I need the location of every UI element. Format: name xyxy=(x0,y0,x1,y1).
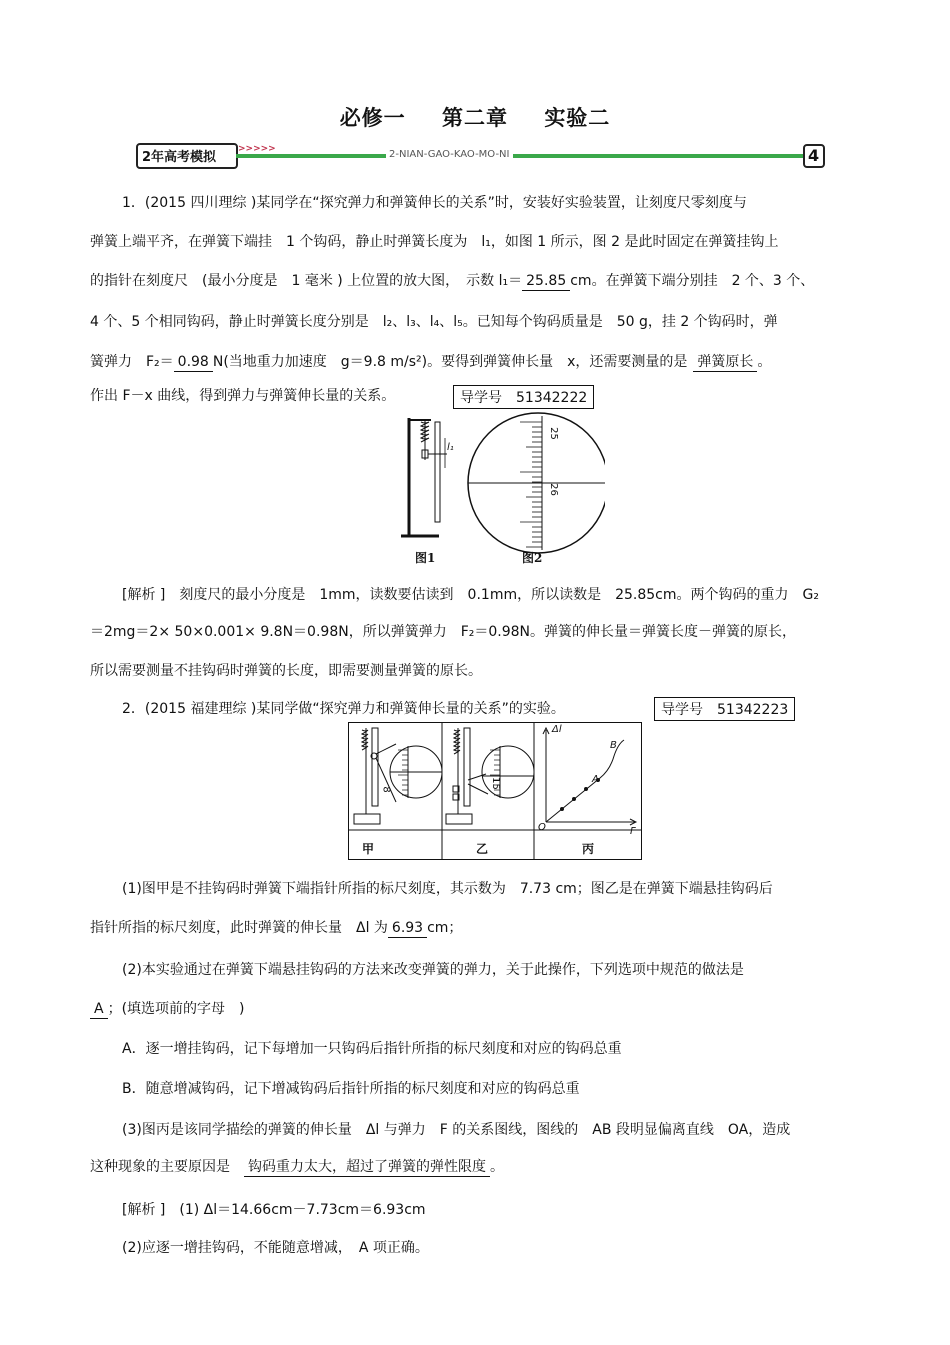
q2-p3-line-2-a: 这种现象的主要原因是 xyxy=(90,1159,230,1175)
fig-bing-origin: O xyxy=(538,822,546,833)
q1-figures xyxy=(395,408,605,568)
q2-p1-line-2-a: 指针所指的标尺刻度，此时弹簧的伸长量 Δl 为 xyxy=(90,920,388,936)
fig-jia-caption: 甲 xyxy=(362,842,375,856)
q1-line-3-a: 的指针在刻度尺 (最小分度是 1 毫米 ) 上位置的放大图， 示数 l₁＝ xyxy=(90,273,523,289)
banner-label: 2年高考模拟 xyxy=(142,150,217,165)
fig-bing-axis-x: F xyxy=(630,826,636,837)
q1-figure-svg xyxy=(395,408,605,568)
fig1-caption: 图1 xyxy=(415,551,436,565)
fig1-l1-label: l₁ xyxy=(447,442,454,453)
q2-p1-line-2-c: cm； xyxy=(427,920,463,936)
q1-line-2: 弹簧上端平齐，在弹簧下端挂 1 个钩码，静止时弹簧长度为 l₁，如图 1 所示，图 2 是此时固定在弹簧挂钩上 xyxy=(90,234,779,250)
fig-bing-graph xyxy=(543,728,636,825)
q1-line-6: 作出 F－x 曲线，得到弹力与弹簧伸长量的关系。 xyxy=(90,388,396,404)
q2-option-a: A．逐一增挂钩码，记下每增加一只钩码后指针所指的标尺刻度和对应的钩码总重 xyxy=(122,1041,622,1057)
fig-jia-apparatus xyxy=(354,728,442,824)
q2-p1-line-2 xyxy=(90,918,462,938)
q2-answer-dl: 6.93 xyxy=(388,920,427,938)
fig-yi-apparatus xyxy=(446,728,534,824)
q2-p1-line-1: (1)图甲是不挂钩码时弹簧下端指针所指的标尺刻度，其示数为 7.73 cm；图乙是在弹簧下端悬挂钩码后 xyxy=(122,881,773,897)
fig1-stand xyxy=(401,418,447,536)
graph-data-point xyxy=(584,787,588,791)
fig-jia-tick-8: 8 xyxy=(380,786,392,793)
banner-pinyin: 2-NIAN-GAO-KAO-MO-NI xyxy=(386,149,513,160)
a2-line-2: (2)应逐一增挂钩码，不能随意增减， A 项正确。 xyxy=(122,1240,429,1256)
q1-line-3-b: cm。在弹簧下端分别挂 2 个、3 个、 xyxy=(570,273,815,289)
banner-number: 4 xyxy=(808,146,820,165)
title-part-1: 必修一 xyxy=(339,105,406,130)
graph-data-point xyxy=(560,807,564,811)
fig-bing-point-b: B xyxy=(610,740,617,751)
fig-bing-axis-y: Δl xyxy=(552,724,562,735)
q1-answer-original-length: 弹簧原长 xyxy=(693,354,757,372)
q1-line-3 xyxy=(90,271,814,291)
q1-line-4: 4 个、5 个相同钩码，静止时弹簧长度分别是 l₂、l₃、l₄、l₅。已知每个钩码质量是 50 g，挂 2 个钩码时，弹 xyxy=(90,314,778,330)
section-banner xyxy=(136,140,826,172)
q2-p3-line-2-c: 。 xyxy=(490,1159,504,1175)
graph-data-point xyxy=(572,797,576,801)
a1-line-3: 所以需要测量不挂钩码时弹簧的长度，即需要测量弹簧的原长。 xyxy=(90,663,482,679)
fig-yi-caption: 乙 xyxy=(476,842,489,856)
banner-arrows: >>>>> xyxy=(238,144,276,154)
q1-line-5-b: N(当地重力加速度 g＝9.8 m/s²)。要得到弹簧伸长量 x，还需要测量的是 xyxy=(212,354,688,370)
a1-line-1: [解析 ] 刻度尺的最小分度是 1mm，读数要估读到 0.1mm，所以读数是 25.85cm。两个钩码的重力 G₂ xyxy=(122,587,819,603)
fig-bing-caption: 丙 xyxy=(582,842,595,856)
q2-option-b: B．随意增减钩码，记下增减钩码后指针所指的标尺刻度和对应的钩码总重 xyxy=(122,1081,580,1097)
q2-line-1: 2．(2015 福建理综 )某同学做“探究弹力和弹簧伸长量的关系”的实验。 xyxy=(122,701,565,717)
fig2-tick-25: 25 xyxy=(547,427,559,440)
q2-p3-line-1: (3)图丙是该同学描绘的弹簧的伸长量 Δl 与弹力 F 的关系图线，图线的 AB 段明显偏离直线 OA，造成 xyxy=(122,1122,791,1138)
q1-line-5-c: 。 xyxy=(757,354,772,370)
q2-guide-number: 导学号 51342223 xyxy=(654,697,795,721)
q1-answer-f2: 0.98 xyxy=(174,354,213,372)
q2-answer-reason: 钩码重力太大，超过了弹簧的弹性限度 xyxy=(244,1159,490,1177)
q2-p2-line-1: (2)本实验通过在弹簧下端悬挂钩码的方法来改变弹簧的弹力，关于此操作，下列选项中规范的做法是 xyxy=(122,962,744,978)
a2-line-1: [解析 ] (1) Δl＝14.66cm－7.73cm＝6.93cm xyxy=(122,1202,426,1218)
q2-p2-line-2 xyxy=(90,999,245,1019)
page-title xyxy=(0,102,950,132)
q2-answer-option: A xyxy=(90,1001,108,1019)
q2-figures xyxy=(348,722,642,860)
fig-yi-tick-15: 15 xyxy=(489,777,501,790)
q1-line-5 xyxy=(90,352,771,372)
fig-bing-point-a: A xyxy=(592,774,599,785)
title-part-3: 实验二 xyxy=(544,105,611,130)
title-part-2: 第二章 xyxy=(442,105,508,130)
q1-line-5-a: 簧弹力 F₂＝ xyxy=(90,354,174,370)
fig2-tick-26: 26 xyxy=(547,483,559,496)
fig2-caption: 图2 xyxy=(522,551,543,565)
q2-p2-line-2-b: ；(填选项前的字母 ) xyxy=(107,1001,245,1017)
a1-line-2: ＝2mg＝2× 50×0.001× 9.8N＝0.98N，所以弹簧弹力 F₂＝0.98N。弹簧的伸长量＝弹簧长度－弹簧的原长， xyxy=(90,624,797,640)
q1-answer-l1: 25.85 xyxy=(522,273,570,291)
q1-line-1: 1．(2015 四川理综 )某同学在“探究弹力和弹簧伸长的关系”时，安装好实验装置，让刻度尺零刻度与 xyxy=(122,195,747,211)
q2-figure-svg xyxy=(348,722,642,860)
fig2-ruler-ticks xyxy=(520,422,542,547)
q2-p3-line-2 xyxy=(90,1157,504,1177)
q1-guide-number: 导学号 51342222 xyxy=(453,385,594,409)
